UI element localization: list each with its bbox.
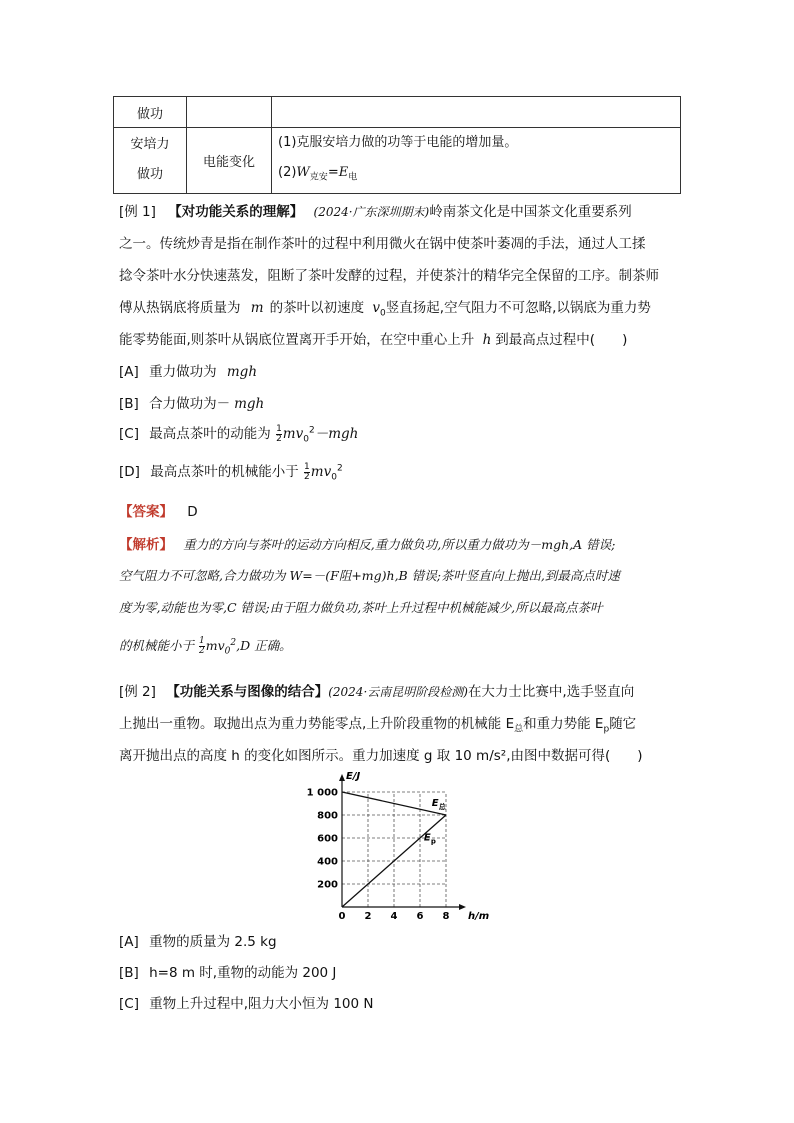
- option-label: [D]: [119, 464, 140, 480]
- option-math: mv: [282, 426, 304, 442]
- table-cell: 电能变化: [187, 128, 272, 194]
- ex2-option-c: [119, 992, 374, 1012]
- option-math: mv: [310, 464, 332, 480]
- option-text: 重物的质量为 2.5 kg: [149, 934, 277, 950]
- energy-height-chart: [300, 770, 500, 920]
- example-source: (2024·云南昆明阶段检测): [328, 685, 468, 699]
- math-h: h: [482, 332, 492, 348]
- ex2-text: [119, 712, 636, 735]
- cell-line: 安培力: [130, 137, 170, 153]
- option-label: [C]: [119, 426, 139, 442]
- table-cell: 做功: [114, 97, 187, 128]
- y-axis-arrow: [339, 774, 345, 781]
- fraction-den: 2: [199, 646, 205, 656]
- fraction-half: [199, 637, 205, 656]
- series-label-ep-sub: p: [430, 837, 436, 846]
- fraction-den: 2: [304, 471, 310, 482]
- formula-prefix: (2): [278, 165, 297, 180]
- ex1-option-a: [119, 360, 257, 380]
- ex1-option-b: [119, 392, 264, 412]
- example-source: (2024·广东深圳期末): [313, 205, 430, 219]
- cell-line: (1)克服安培力做的功等于电能的增加量。: [278, 135, 518, 150]
- option-label: [A]: [119, 364, 139, 380]
- example-label: [例 1]: [119, 204, 156, 220]
- ex1-option-d: [119, 460, 343, 483]
- x-tick-label: 2: [364, 911, 372, 920]
- y-tick-label: 400: [317, 856, 338, 868]
- fraction-num: 1: [276, 423, 282, 434]
- explanation-text: 重力的方向与茶叶的运动方向相反,重力做负功,所以重力做功为－mgh,A 错误;: [183, 537, 616, 552]
- cell-line: 做功: [136, 167, 163, 183]
- ex2-text: 在大力士比赛中,选手竖直向: [467, 684, 635, 700]
- fraction-num: 1: [199, 636, 205, 646]
- table-row: [114, 128, 681, 194]
- ex1-text: [119, 328, 627, 348]
- fraction-num: 1: [304, 461, 310, 472]
- math-sub: p: [603, 724, 610, 735]
- ex1-text-part: 的茶叶以初速度: [269, 300, 365, 316]
- fraction-half: [304, 463, 310, 482]
- option-label: [B]: [119, 396, 139, 412]
- explanation-part: 的机械能小于: [119, 638, 195, 653]
- ex1-option-c: [119, 422, 358, 445]
- explanation-label: 【解析】: [119, 537, 173, 553]
- table-cell: [272, 97, 681, 128]
- chart-grid: [342, 792, 446, 907]
- explanation-part: ,D 正确。: [236, 638, 292, 653]
- series-label-ep: E: [423, 832, 431, 844]
- math-sup: 2: [308, 425, 315, 436]
- option-text: h=8 m 时,重物的动能为 200 J: [149, 965, 337, 981]
- table-cell: [272, 128, 681, 194]
- answer-value: D: [187, 504, 198, 520]
- fraction-den: 2: [276, 433, 282, 444]
- option-label: [B]: [119, 965, 139, 981]
- ex2-text-part: 随它: [609, 716, 637, 732]
- energy-table: [113, 96, 681, 194]
- option-label: [A]: [119, 934, 139, 950]
- option-text: 重物上升过程中,阻力大小恒为 100 N: [149, 996, 374, 1012]
- ex1-text-part: 能零势能面,则茶叶从锅底位置离开手开始，在空中重心上升: [119, 332, 475, 348]
- option-text: 最高点茶叶的动能为: [149, 426, 271, 442]
- ex2-option-a: [119, 930, 277, 950]
- option-text: 合力做功为－: [149, 396, 231, 412]
- option-math: mgh: [234, 396, 265, 412]
- ex2-text-part: 上抛出一重物。取抛出点为重力势能零点,上升阶段重物的机械能 E: [119, 716, 515, 732]
- x-axis-arrow: [459, 904, 466, 910]
- math-sub: 0: [303, 434, 309, 445]
- ex1-text: [119, 296, 651, 319]
- x-axis-label: h/m: [468, 911, 490, 920]
- x-tick-label: 6: [416, 911, 424, 920]
- option-text: 重力做功为: [149, 364, 217, 380]
- ex1-text: 岭南茶文化是中国茶文化重要系列: [429, 204, 632, 220]
- option-math: mv: [205, 638, 225, 653]
- ex1-answer: [119, 500, 198, 520]
- option-text: 最高点茶叶的机械能小于: [150, 464, 299, 480]
- explanation-text: 空气阻力不可忽略,合力做功为 W=－(F阻+mg)h,B 错误;茶叶竖直向上抛出,到最高点时速: [119, 568, 620, 583]
- math-sup: 2: [336, 463, 343, 474]
- chart-axes: [339, 774, 466, 910]
- math-m: m: [250, 300, 264, 316]
- ex1-text-part: 到最高点过程中( ): [495, 332, 628, 348]
- table-cell: [187, 97, 272, 128]
- math-sup: 2: [230, 637, 237, 648]
- ex1-text-part: 竖直扬起,空气阻力不可忽略,以锅底为重力势: [385, 300, 651, 316]
- math-sub: 0: [380, 308, 386, 319]
- ex1-text: 之一。传统炒青是指在制作茶叶的过程中利用微火在锅中使茶叶萎凋的手法，通过人工揉: [119, 236, 646, 252]
- formula-sub: 克安: [309, 172, 328, 183]
- ex1-text: 捻令茶叶水分快速蒸发，阻断了茶叶发酵的过程，并使茶汁的精华完全保留的工序。制茶师: [119, 268, 659, 284]
- explanation-text: [119, 636, 292, 657]
- cell-formula: [278, 158, 680, 193]
- option-math: mgh: [226, 364, 258, 380]
- ex2-heading: [119, 680, 634, 700]
- ex2-option-b: [119, 961, 336, 981]
- table-row: [114, 97, 681, 128]
- y-tick-label: 800: [317, 810, 338, 822]
- formula-eq: =: [327, 165, 339, 180]
- formula-w: W: [296, 165, 310, 180]
- y-axis-label: E/J: [346, 771, 361, 782]
- explanation-text: 度为零,动能也为零,C 错误;由于阻力做负功,茶叶上升过程中机械能减少,所以最高点茶叶: [119, 600, 603, 615]
- ex1-text-part: 傅从热锅底将质量为: [119, 300, 241, 316]
- x-tick-label: 4: [390, 911, 398, 920]
- x-tick-label: 0: [338, 911, 346, 920]
- option-label: [C]: [119, 996, 139, 1012]
- formula-sub: 电: [348, 172, 358, 183]
- chart-ticks: [307, 788, 450, 921]
- y-tick-label: 200: [317, 879, 338, 891]
- chart-labels: [346, 771, 489, 920]
- ex2-text: 离开抛出点的高度 h 的变化如图所示。重力加速度 g 取 10 m/s²,由图中数据可得( ): [119, 748, 643, 764]
- option-math-tail: －mgh: [314, 426, 359, 442]
- math-sub: 0: [331, 472, 337, 483]
- x-tick-label: 8: [442, 911, 450, 920]
- table-cell: [114, 128, 187, 194]
- ex1-explanation: [119, 533, 615, 553]
- ex1-heading: [119, 200, 632, 220]
- formula-e: E: [338, 165, 349, 180]
- y-tick-label: 1 000: [306, 787, 338, 799]
- y-tick-label: 600: [317, 833, 338, 845]
- example-tag: 【功能关系与图像的结合】: [166, 684, 329, 700]
- math-sub: 总: [514, 724, 524, 735]
- answer-label: 【答案】: [119, 504, 173, 520]
- example-label: [例 2]: [119, 684, 156, 700]
- ex2-text-part: 和重力势能 E: [523, 716, 604, 732]
- math-v: v: [372, 300, 381, 316]
- series-label-e-total: E: [431, 797, 439, 809]
- series-label-e-total-sub: 总: [438, 802, 446, 811]
- math-sub: 0: [224, 646, 231, 657]
- fraction-half: [276, 425, 282, 444]
- example-tag: 【对功能关系的理解】: [168, 204, 304, 220]
